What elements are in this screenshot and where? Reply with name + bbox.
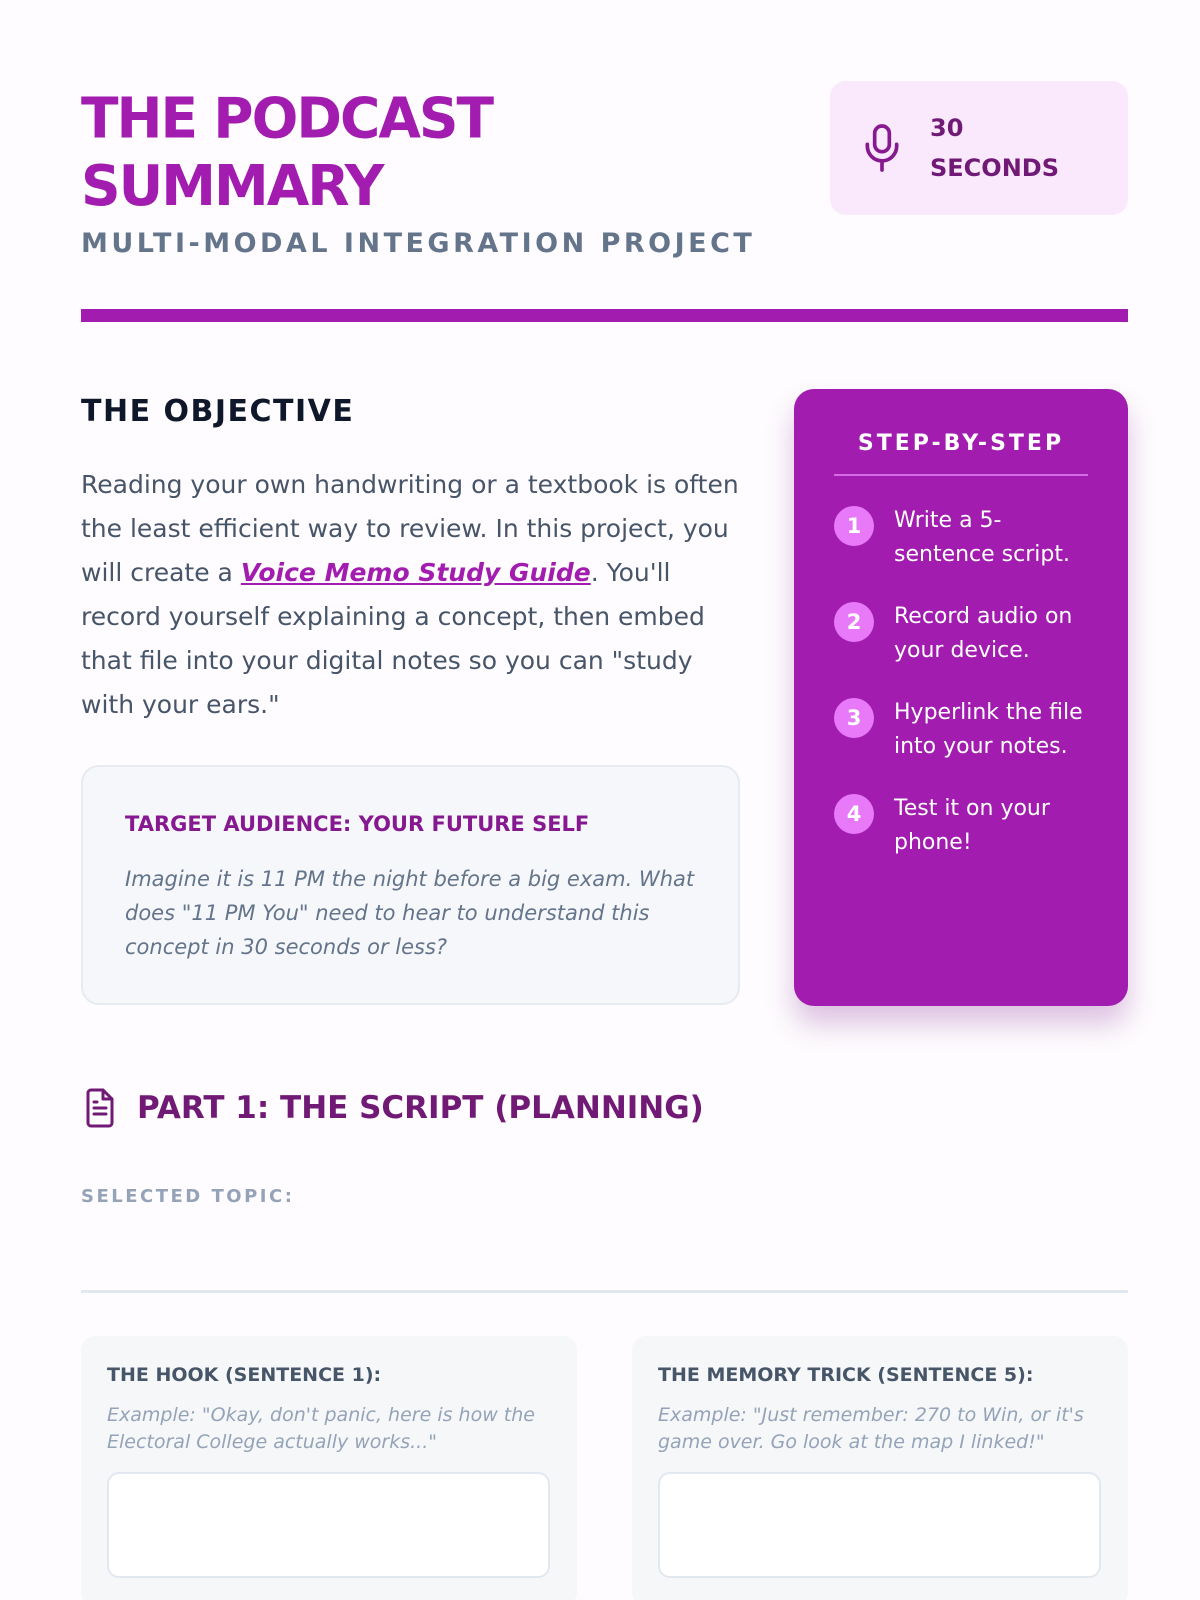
step-number: 1 (834, 506, 874, 546)
hook-example: Example: "Okay, don't panic, here is how the Electoral College actually works..." (107, 1404, 535, 1453)
page-title: THE PODCAST SUMMARY (81, 85, 493, 219)
step-item (834, 792, 1088, 860)
document-icon (81, 1087, 119, 1129)
objective-text (81, 463, 741, 727)
hook-input[interactable] (107, 1472, 550, 1578)
part1-heading (81, 1087, 704, 1129)
part1-title: PART 1: THE SCRIPT (PLANNING) (137, 1090, 704, 1126)
duration-text: 30 SECONDS (930, 114, 1059, 182)
duration-badge (830, 81, 1128, 215)
target-audience-text: Imagine it is 11 PM the night before a big exam. What does "11 PM You" need to hear to understand this concept in 30 seconds or less? (125, 867, 695, 959)
selected-topic-field[interactable] (81, 1220, 1128, 1286)
target-audience-label: TARGET AUDIENCE: YOUR FUTURE SELF (125, 812, 590, 836)
step-text: Record audio on your device. (894, 604, 1073, 663)
step-item (834, 696, 1088, 764)
step-item (834, 600, 1088, 668)
hook-card (81, 1336, 577, 1600)
steps-title: STEP-BY-STEP (834, 431, 1088, 476)
voice-memo-link[interactable]: Voice Memo Study Guide (240, 558, 591, 587)
objective-text-after: . You'll record yourself explaining a concept, then embed that file into your digital notes so you can "study with your ears." (81, 558, 705, 719)
header-divider (81, 309, 1128, 322)
step-text: Hyperlink the file into your notes. (894, 700, 1083, 759)
step-text: Write a 5-sentence script. (894, 508, 1070, 567)
hook-label: THE HOOK (SENTENCE 1): (107, 1364, 382, 1386)
memory-trick-input[interactable] (658, 1472, 1101, 1578)
step-item (834, 504, 1088, 572)
step-number: 2 (834, 602, 874, 642)
step-text: Test it on your phone! (894, 796, 1050, 855)
target-audience-box (81, 765, 740, 1005)
steps-card (794, 389, 1128, 1006)
page-subtitle: MULTI-MODAL INTEGRATION PROJECT (81, 228, 756, 259)
memory-trick-label: THE MEMORY TRICK (SENTENCE 5): (658, 1364, 1034, 1386)
memory-trick-card (632, 1336, 1128, 1600)
objective-heading: THE OBJECTIVE (81, 394, 355, 429)
step-number: 3 (834, 698, 874, 738)
objective-text-before: Reading your own handwriting or a textbook is often the least efficient way to review. In this project, you will create a (81, 470, 739, 587)
memory-trick-example: Example: "Just remember: 270 to Win, or it's game over. Go look at the map I linked!" (658, 1404, 1084, 1453)
selected-topic-label: SELECTED TOPIC: (81, 1186, 295, 1207)
step-number: 4 (834, 794, 874, 834)
selected-topic-line (81, 1290, 1128, 1293)
microphone-icon (860, 122, 904, 174)
